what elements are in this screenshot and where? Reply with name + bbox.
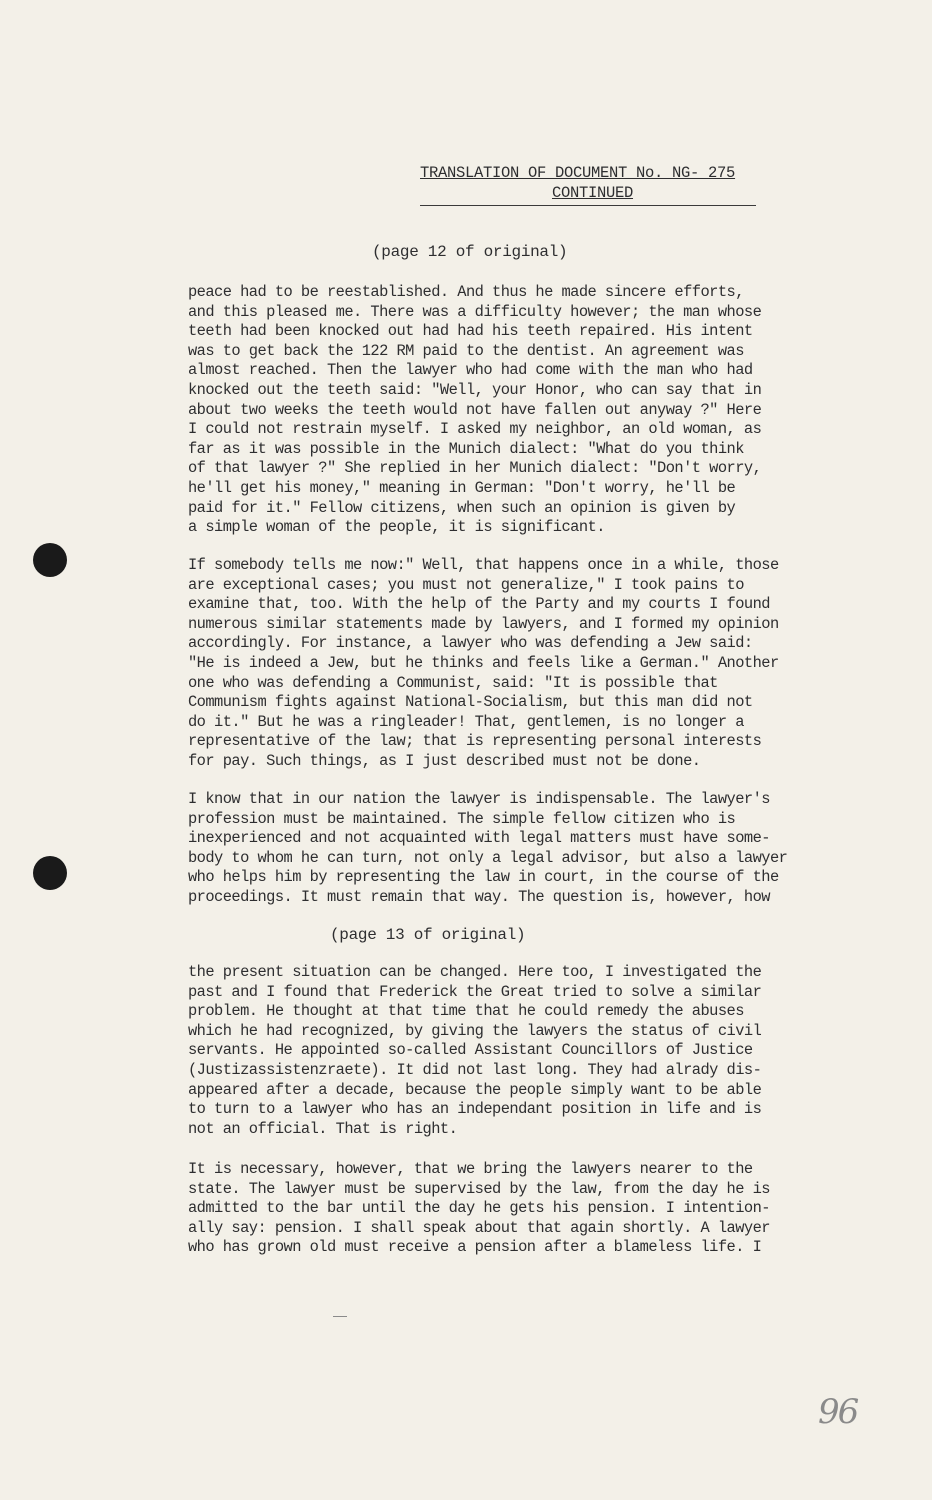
text-line: who helps him by representing the law in court, in the course of the [188, 868, 779, 887]
text-line: the present situation can be changed. Here too, I investigated the [188, 963, 762, 981]
paragraph-5 [188, 1160, 852, 1258]
header-continued: CONTINUED [552, 184, 634, 202]
page-reference-13: (page 13 of original) [330, 926, 526, 944]
text-line: examine that, too. With the help of the Party and my courts I found [188, 595, 770, 614]
header-underline [420, 205, 756, 206]
text-line: appeared after a decade, because the people simply want to be able [188, 1080, 762, 1099]
text-line: and this pleased me. There was a difficulty however; the man whose [188, 302, 762, 321]
text-line: to turn to a lawyer who has an independant position in life and is [188, 1100, 762, 1119]
text-line: past and I found that Frederick the Great tried to solve a similar [188, 982, 762, 1001]
page-reference-12: (page 12 of original) [372, 243, 568, 261]
footer-dash [333, 1316, 347, 1317]
paragraph-1 [188, 283, 852, 538]
text-line: servants. He appointed so-called Assistant Councillors of Justice [188, 1041, 753, 1060]
text-line: body to whom he can turn, not only a legal advisor, but also a lawyer [188, 848, 788, 867]
text-line: admitted to the bar until the day he gets his pension. I intention- [188, 1199, 770, 1218]
text-line: representative of the law; that is representing personal interests [188, 732, 762, 751]
text-line: problem. He thought at that time that he could remedy the abuses [188, 1002, 744, 1021]
text-line: I could not restrain myself. I asked my neighbor, an old woman, as [188, 420, 762, 439]
text-line: profession must be maintained. The simple fellow citizen who is [188, 809, 736, 828]
text-line: paid for it." Fellow citizens, when such an opinion is given by [188, 498, 736, 517]
text-line: I know that in our nation the lawyer is indispensable. The lawyer's [188, 790, 770, 808]
text-line: accordingly. For instance, a lawyer who was defending a Jew said: [188, 634, 753, 653]
text-line: inexperienced and not acquainted with legal matters must have some- [188, 829, 770, 848]
text-line: teeth had been knocked out had had his teeth repaired. His intent [188, 322, 753, 341]
text-line: If somebody tells me now:" Well, that happens once in a while, those [188, 556, 779, 574]
text-line: proceedings. It must remain that way. The question is, however, how [188, 887, 770, 906]
text-line: was to get back the 122 RM paid to the dentist. An agreement was [188, 341, 744, 360]
punch-hole-icon [33, 543, 67, 577]
paragraph-4 [188, 963, 852, 1139]
document-header [420, 163, 760, 203]
paragraph-2 [188, 556, 852, 772]
text-line: are exceptional cases; you must not generalize," I took pains to [188, 575, 744, 594]
text-line: he'll get his money," meaning in German: "Don't worry, he'll be [188, 478, 736, 497]
paragraph-3 [188, 790, 852, 908]
text-line: knocked out the teeth said: "Well, your Honor, who can say that in [188, 380, 762, 399]
text-line: numerous similar statements made by lawyers, and I formed my opinion [188, 614, 779, 633]
text-line: do it." But he was a ringleader! That, gentlemen, is no longer a [188, 712, 744, 731]
handwritten-page-number: 96 [818, 1392, 858, 1432]
punch-hole-icon [33, 856, 67, 890]
text-line: far as it was possible in the Munich dialect: "What do you think [188, 439, 744, 458]
text-line: "He is indeed a Jew, but he thinks and feels like a German." Another [188, 653, 779, 672]
text-line: Communism fights against National-Socialism, but this man did not [188, 693, 753, 712]
text-line: one who was defending a Communist, said: "It is possible that [188, 673, 718, 692]
text-line: state. The lawyer must be supervised by the law, from the day he is [188, 1179, 770, 1198]
text-line: not an official. That is right. [188, 1119, 458, 1138]
header-title: TRANSLATION OF DOCUMENT No. NG- 275 [420, 164, 736, 182]
text-line: almost reached. Then the lawyer who had come with the man who had [188, 361, 753, 380]
text-line: which he had recognized, by giving the lawyers the status of civil [188, 1021, 762, 1040]
text-line: a simple woman of the people, it is significant. [188, 518, 605, 537]
text-line: ally say: pension. I shall speak about that again shortly. A lawyer [188, 1218, 770, 1237]
text-line: It is necessary, however, that we bring the lawyers nearer to the [188, 1160, 753, 1178]
text-line: for pay. Such things, as I just described must not be done. [188, 751, 701, 770]
text-line: who has grown old must receive a pension after a blameless life. I [188, 1238, 762, 1257]
text-line: about two weeks the teeth would not have fallen out anyway ?" Here [188, 400, 762, 419]
text-line: peace had to be reestablished. And thus he made sincere efforts, [188, 283, 744, 301]
text-line: of that lawyer ?" She replied in her Munich dialect: "Don't worry, [188, 459, 762, 478]
text-line: (Justizassistenzraete). It did not last long. They had alrady dis- [188, 1060, 762, 1079]
